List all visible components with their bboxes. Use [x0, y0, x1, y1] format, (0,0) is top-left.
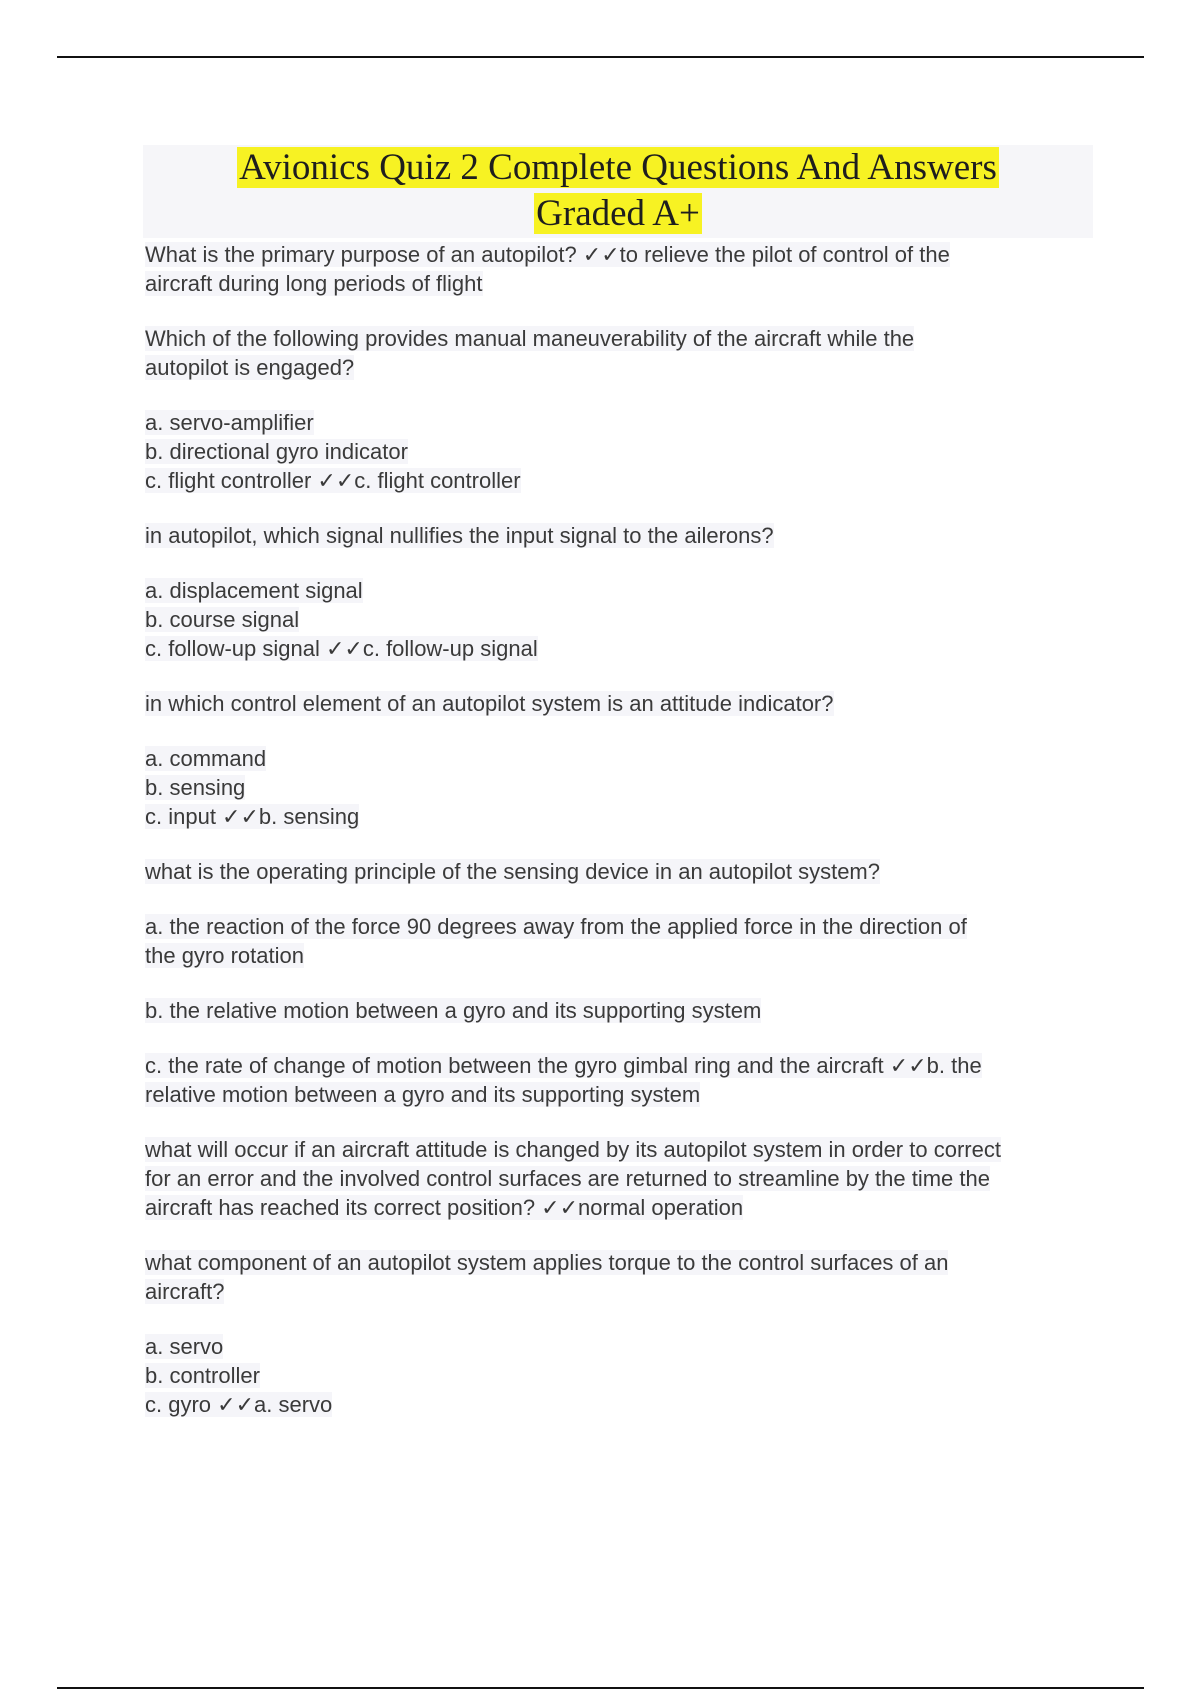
option-a: a. servo	[145, 1334, 224, 1359]
question-2-options	[145, 408, 1095, 495]
option-a: a. displacement signal	[145, 578, 363, 603]
question-5-option-c	[145, 1051, 1095, 1109]
option-a-line-2: the gyro rotation	[145, 943, 304, 968]
question-1-line-2: aircraft during long periods of flight	[145, 271, 483, 296]
question-1-line-1: What is the primary purpose of an autopilot? ✓✓to relieve the pilot of control of the	[145, 242, 950, 267]
option-b: b. course signal	[145, 607, 300, 632]
question-2-line-1: Which of the following provides manual maneuverability of the aircraft while the	[145, 326, 915, 351]
top-rule	[57, 56, 1144, 58]
bottom-rule	[57, 1687, 1144, 1689]
question-7-options	[145, 1332, 1095, 1419]
question-6	[145, 1135, 1095, 1222]
option-b: b. sensing	[145, 775, 246, 800]
question-4-line-1: in which control element of an autopilot system is an attitude indicator?	[145, 691, 834, 716]
question-6-line-1: what will occur if an aircraft attitude is changed by its autopilot system in order to correct	[145, 1137, 1001, 1162]
question-7-line-1: what component of an autopilot system applies torque to the control surfaces of an	[145, 1250, 949, 1275]
option-a-line-1: a. the reaction of the force 90 degrees away from the applied force in the direction of	[145, 914, 967, 939]
option-c-line-1: c. the rate of change of motion between the gyro gimbal ring and the aircraft ✓✓b. the	[145, 1053, 982, 1078]
question-3-line-1: in autopilot, which signal nullifies the input signal to the ailerons?	[145, 523, 774, 548]
question-5-option-b	[145, 996, 1095, 1025]
question-5-option-a	[145, 912, 1095, 970]
option-c-answer: c. flight controller ✓✓c. flight controller	[145, 468, 521, 493]
question-7	[145, 1248, 1095, 1306]
question-2	[145, 324, 1095, 382]
question-6-line-2: for an error and the involved control surfaces are returned to streamline by the time the	[145, 1166, 990, 1191]
question-3	[145, 521, 1095, 550]
question-7-line-2: aircraft?	[145, 1279, 225, 1304]
option-c-answer: c. input ✓✓b. sensing	[145, 804, 360, 829]
page-title	[143, 145, 1093, 237]
question-2-line-2: autopilot is engaged?	[145, 355, 355, 380]
question-5	[145, 857, 1095, 886]
option-c-answer: c. gyro ✓✓a. servo	[145, 1392, 333, 1417]
question-5-line-1: what is the operating principle of the sensing device in an autopilot system?	[145, 859, 880, 884]
option-b: b. controller	[145, 1363, 260, 1388]
question-3-options	[145, 576, 1095, 663]
question-6-line-3: aircraft has reached its correct position? ✓✓normal operation	[145, 1195, 744, 1220]
option-b: b. the relative motion between a gyro and its supporting system	[145, 998, 762, 1023]
title-line-2: Graded A+	[536, 193, 700, 234]
option-c-line-2: relative motion between a gyro and its supporting system	[145, 1082, 701, 1107]
option-a: a. servo-amplifier	[145, 410, 314, 435]
question-4-options	[145, 744, 1095, 831]
quiz-content	[145, 240, 1095, 1445]
question-1	[145, 240, 1095, 298]
option-b: b. directional gyro indicator	[145, 439, 408, 464]
title-line-1: Avionics Quiz 2 Complete Questions And Answers	[239, 147, 997, 188]
question-4	[145, 689, 1095, 718]
option-c-answer: c. follow-up signal ✓✓c. follow-up signal	[145, 636, 538, 661]
option-a: a. command	[145, 746, 267, 771]
